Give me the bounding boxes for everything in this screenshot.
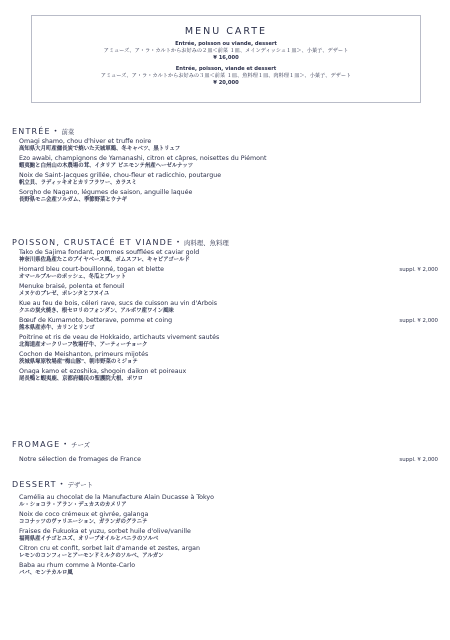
supplement-price: suppl. ¥ 2,000 — [399, 318, 438, 324]
menu-item — [19, 155, 438, 170]
menu-item — [19, 189, 438, 204]
item-name-fr: Tako de Sajima fondant, pommes soufflées et caviar gold — [19, 249, 200, 256]
menu-item — [19, 562, 438, 577]
section-heading: FROMAGE • チーズ — [12, 440, 90, 449]
menu-item — [19, 317, 438, 332]
item-name-ja: 福岡県産イチゴとユズ、オリーブオイルとバニラのソルベ — [19, 536, 159, 542]
item-name-ja: 帆立貝、ラディッキオとカリフラワー、カラスミ — [19, 180, 137, 186]
item-name-ja: メヌケのブレゼ、ポレンタとフヌイユ — [19, 291, 110, 297]
item-name-ja: 熊本県産赤牛、カリンとリンゴ — [19, 325, 95, 331]
section-heading: ENTRÉE • 前菜 — [12, 127, 75, 136]
item-name-ja: 蝦夷鮑と白州山の木農場の茸、イタリア ピエモンテ州産ヘーゼルナッツ — [19, 163, 194, 169]
item-name-fr: Noix de coco crémeux et givrée, galanga — [19, 511, 149, 518]
menu-item — [19, 351, 438, 366]
item-name-ja: 高知県大月町産傭長炭で焼いた天城軍鶏、冬キャベツ、黒トリュフ — [19, 146, 181, 152]
item-name-fr: Kue au feu de bois, céleri rave, sucs de cuisson au vin d'Arbois — [19, 300, 218, 307]
item-name-ja: 長野県モニ会産ソルガム、季節野菜とウナギ — [19, 197, 127, 203]
option1-desc: アミューズ、ア・ラ・カルトからお好みの２皿＜前菜 １皿、メインディッシュ１皿＞、小菓子、デザート — [103, 48, 349, 55]
item-name-fr: Onaga kamo et ezoshika, shogoin daikon et poireaux — [19, 368, 187, 375]
supplement-price: suppl. ¥ 2,000 — [399, 267, 438, 273]
item-name-ja: レモンのコンフィーとアーモンドミルクのソルベ、アルガン — [19, 553, 164, 559]
menu-item — [19, 528, 438, 543]
item-name-fr: Ezo awabi, champignons de Yamanashi, citron et câpres, noisettes du Piémont — [19, 155, 267, 162]
item-name-fr: Poitrine et ris de veau de Hokkaido, artichauts vivement sautés — [19, 334, 220, 341]
section-title-ja: 前菜 — [61, 128, 75, 136]
item-name-fr: Menuke braisé, polenta et fenouil — [19, 283, 125, 290]
item-name-fr: Baba au rhum comme à Monte-Carlo — [19, 562, 136, 569]
item-name-ja: ル・ショコラ・アラン・デュカスのカメリア — [19, 502, 127, 508]
option2-price: ¥ 20,000 — [213, 80, 239, 87]
section-title: ENTRÉE — [12, 127, 51, 136]
item-name-fr: Homard bleu court-bouillonné, togan et blette — [19, 266, 165, 273]
menu-carte-box — [31, 15, 421, 103]
section-title: DESSERT — [12, 480, 57, 489]
item-name-fr: Noix de Saint-Jacques grillée, chou-fleur et radicchio, poutargue — [19, 172, 222, 179]
menu-item — [19, 249, 438, 264]
item-name-ja: ココナッツのヴァリエーション、ガランガのグラニテ — [19, 519, 148, 525]
item-name-fr: Bœuf de Kumamoto, betterave, pomme et coing — [19, 317, 173, 324]
item-name-fr: Cochon de Meishanton, primeurs mijotés — [19, 351, 149, 358]
section-title-ja: チーズ — [71, 441, 90, 449]
item-name-fr: Camélia au chocolat de la Manufacture Alain Ducasse à Tokyo — [19, 494, 214, 501]
section-entree — [12, 127, 438, 204]
menu-item — [19, 334, 438, 349]
item-name-fr: Notre sélection de fromages de France — [19, 456, 142, 463]
menu-item — [19, 511, 438, 526]
item-name-ja: クエの炭火焼き、根セロリのフォンダン、アルボワ産ワイン風味 — [19, 308, 174, 314]
menu-item — [19, 283, 438, 298]
section-title-ja: 肉料理、魚料理 — [184, 239, 229, 247]
item-name-ja: 茨城県塚原牧場産"梅山豚"、朝市野菜のミジョテ — [19, 359, 138, 365]
menu-item — [19, 545, 438, 560]
supplement-price: suppl. ¥ 2,000 — [399, 457, 438, 463]
menu-item — [19, 266, 438, 281]
menu-item — [19, 494, 438, 509]
item-name-fr: Fraises de Fukuoka et yuzu, sorbet huile d'olive/vanille — [19, 528, 191, 535]
section-heading: POISSON, CRUSTACÉ ET VIANDE • 肉料理、魚料理 — [12, 238, 229, 247]
section-title-ja: デザート — [67, 481, 94, 489]
section-title: FROMAGE — [12, 440, 61, 449]
option2-title: Entrée, poisson, viande et dessert — [175, 65, 277, 72]
item-name-ja: 神奈川県佐島産たこのブイヤベース風、ポムスフレ、キャビアゴールド — [19, 257, 190, 263]
item-name-ja: 尾長鴨と蝦夷鹿、京都府鶴民の聖護院大根、ポワロ — [19, 376, 143, 382]
option1-price: ¥ 16,000 — [213, 55, 239, 62]
section-fromage — [12, 440, 438, 464]
item-name-ja: オマールブルーのポッシェ、冬瓜とブレット — [19, 274, 127, 280]
item-name-fr: Omagi shamo, chou d'hiver et truffe noire — [19, 138, 152, 145]
item-name-fr: Citron cru et confit, sorbet lait d'amande et zestes, argan — [19, 545, 200, 552]
section-title: POISSON, CRUSTACÉ ET VIANDE — [12, 238, 174, 247]
menu-item — [19, 172, 438, 187]
item-name-fr: Sorgho de Nagano, légumes de saison, anguille laquée — [19, 189, 193, 196]
menu-title: MENU CARTE — [184, 26, 268, 37]
item-name-ja: 北海道産オークリーフ牧場仔牛、アーティーチョーク — [19, 342, 148, 348]
section-heading: DESSERT • デザート — [12, 480, 94, 489]
option1-title: Entrée, poisson ou viande, dessert — [175, 41, 277, 47]
section-dessert — [12, 480, 438, 577]
menu-item — [19, 300, 438, 315]
menu-item — [19, 368, 438, 383]
item-name-ja: ババ、モンテカルロ風 — [19, 570, 73, 576]
option2-desc: アミューズ、ア・ラ・カルトからお好みの３皿＜前菜 １皿、魚料理１皿、肉料理１皿＞、小菓子、デザート — [100, 72, 352, 79]
section-poisson-viande — [12, 238, 438, 383]
menu-item — [19, 138, 438, 153]
menu-item — [19, 456, 438, 464]
